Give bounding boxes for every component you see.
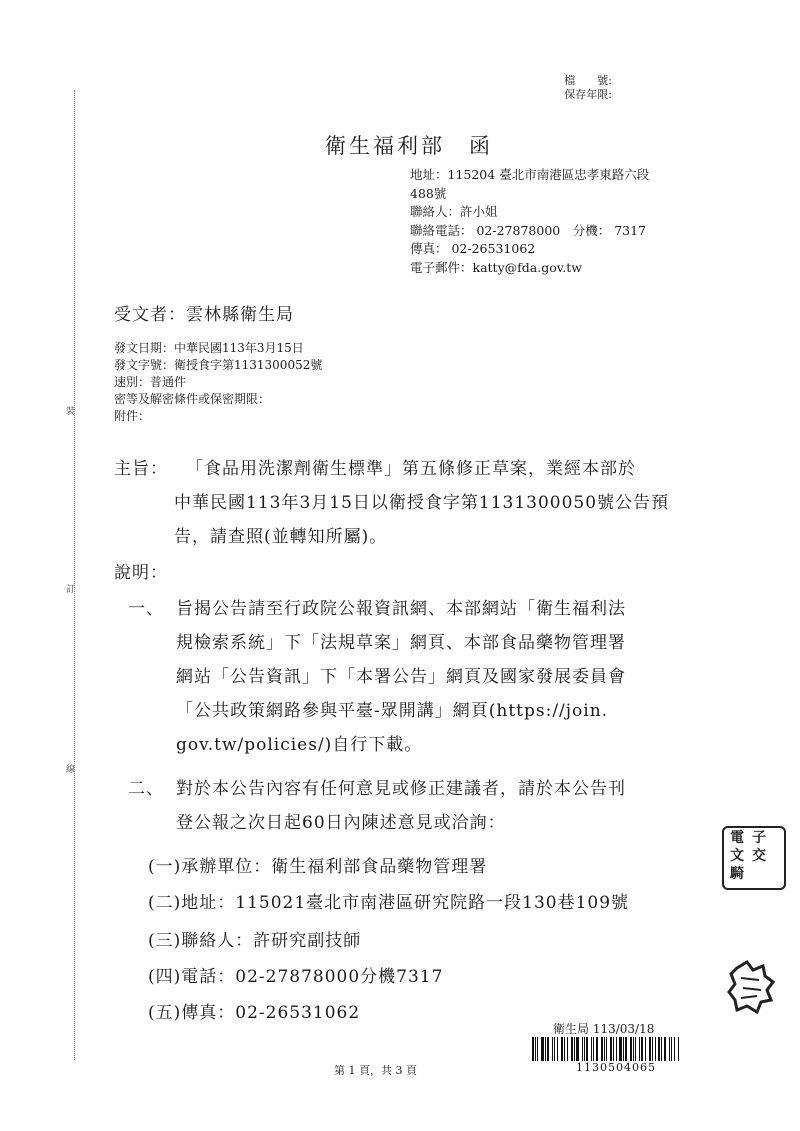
barcode-bar xyxy=(584,1037,585,1061)
subitem-contact: (三)聯絡人：許研究副技師 xyxy=(148,931,362,951)
seal-char-1: 電 xyxy=(730,830,744,846)
barcode-bar xyxy=(535,1037,536,1061)
barcode-bar xyxy=(571,1037,573,1061)
electronic-seal xyxy=(722,826,786,890)
page-number: 第 1 頁，共 3 頁 xyxy=(334,1064,417,1077)
archive-info xyxy=(564,74,612,102)
receipt-mark-icon xyxy=(727,960,775,1016)
subitem-address: (二)地址：115021臺北市南港區研究院路一段130巷109號 xyxy=(148,893,630,913)
item-number: 一、 xyxy=(128,599,164,619)
barcode-bar xyxy=(564,1037,565,1061)
barcode-bar xyxy=(541,1037,543,1061)
barcode-bar xyxy=(547,1037,549,1061)
binding-line xyxy=(74,90,75,1060)
binding-mark-xian: 線 xyxy=(66,765,76,775)
barcode-bar xyxy=(604,1037,605,1061)
recipient: 受文者：雲林縣衛生局 xyxy=(114,305,294,325)
barcode-bar xyxy=(641,1037,643,1061)
subject-label: 主旨： xyxy=(114,459,168,479)
barcode-bar xyxy=(616,1037,617,1061)
barcode-bar xyxy=(554,1037,555,1061)
binding-mark-ding: 訂 xyxy=(66,585,76,595)
barcode-bar xyxy=(674,1037,676,1061)
barcode-bar xyxy=(661,1037,662,1061)
barcode-bar xyxy=(655,1037,656,1061)
seal-char-5: 交 xyxy=(752,848,766,864)
barcode-bar xyxy=(561,1037,563,1061)
item-2-line-2: 登公報之次日起60日內陳述意見或洽詢： xyxy=(176,813,506,833)
item-1-line-1: 旨揭公告請至行政院公報資訊網、本部網站「衛生福利法 xyxy=(176,599,626,619)
barcode-bar xyxy=(567,1037,568,1061)
barcode-bar xyxy=(652,1037,653,1061)
barcode-number: 1130504065 xyxy=(576,1061,656,1074)
barcode-bar xyxy=(664,1037,666,1061)
binding-mark-zhuang: 裝 xyxy=(66,407,76,417)
document-meta xyxy=(114,340,322,425)
contact-block xyxy=(410,166,649,277)
subitem-fax: (五)傳真：02-26531062 xyxy=(148,1003,361,1023)
item-number: 二、 xyxy=(128,779,164,799)
speed-category: 速別：普通件 xyxy=(114,375,187,389)
barcode-bar xyxy=(591,1037,592,1061)
barcode-bar xyxy=(557,1037,559,1061)
contact-phone: 聯絡電話： 02-27878000 分機： 7317 xyxy=(410,222,647,238)
barcode-bar xyxy=(574,1037,575,1061)
barcode-bar xyxy=(645,1037,646,1061)
document-title: 衛生福利部 函 xyxy=(325,134,493,158)
barcode-bar xyxy=(610,1037,612,1061)
file-number-label: 檔 號: xyxy=(564,74,612,87)
barcode-bar xyxy=(669,1037,670,1061)
barcode-bar xyxy=(545,1037,546,1061)
contact-fax: 傳真： 02-26531062 xyxy=(410,241,536,256)
subject-line-1: 「食品用洗潔劑衛生標準」第五條修正草案，業經本部於 xyxy=(186,459,636,479)
barcode-bar xyxy=(537,1037,538,1061)
barcode-bar xyxy=(639,1037,640,1061)
secrecy-level: 密等及解密條件或保密期限： xyxy=(114,392,271,406)
barcode-bar xyxy=(671,1037,672,1061)
barcode-bar xyxy=(576,1037,578,1061)
barcode-icon xyxy=(532,1037,680,1061)
barcode-bar xyxy=(593,1037,594,1061)
barcode-bar xyxy=(532,1037,534,1061)
address-line-2: 488號 xyxy=(410,185,447,201)
address-line-1: 地址：115204 臺北市南港區忠孝東路六段 xyxy=(410,167,650,182)
barcode-bar xyxy=(678,1037,679,1061)
barcode-bar xyxy=(619,1037,621,1061)
contact-email: 電子郵件：katty@fda.gov.tw xyxy=(410,259,582,275)
item-1-line-3: 網站「公告資訊」下「本署公告」網頁及國家發展委員會 xyxy=(176,667,626,687)
barcode-bar xyxy=(601,1037,603,1061)
barcode-bar xyxy=(606,1037,607,1061)
barcode-bar xyxy=(582,1037,583,1061)
item-2-line-1: 對於本公告內容有任何意見或修正建議者，請於本公告刊 xyxy=(176,779,626,799)
barcode-bar xyxy=(625,1037,627,1061)
barcode-bar xyxy=(649,1037,651,1061)
subject-line-2: 中華民國113年3月15日以衛授食字第1131300050號公告預 xyxy=(174,493,670,513)
barcode-bar xyxy=(635,1037,636,1061)
subject-section xyxy=(114,452,714,554)
subitem-phone: (四)電話：02-27878000分機7317 xyxy=(148,967,444,987)
seal-char-4: 騎 xyxy=(730,866,744,882)
contact-person: 聯絡人：許小姐 xyxy=(410,204,498,219)
item-1-line-4: 「公共政策網路參與平臺-眾開講」網頁(https://join. xyxy=(176,701,609,721)
item-1-line-2: 規檢索系統」下「法規草案」網頁、本部食品藥物管理署 xyxy=(176,633,626,653)
receipt-stamp: 衛生局 113/03/18 xyxy=(553,1022,655,1036)
seal-char-3: 文 xyxy=(730,848,744,864)
barcode-bar xyxy=(623,1037,624,1061)
barcode-bar xyxy=(633,1037,634,1061)
item-1-line-5: gov.tw/policies/)自行下載。 xyxy=(176,735,423,755)
barcode-bar xyxy=(630,1037,632,1061)
retention-label: 保存年限: xyxy=(564,88,612,101)
attachment: 附件： xyxy=(114,409,151,423)
barcode-bar xyxy=(596,1037,598,1061)
subitem-handling-unit: (一)承辦單位：衛生福利部食品藥物管理署 xyxy=(148,857,488,877)
barcode-bar xyxy=(613,1037,614,1061)
description-label: 說明： xyxy=(114,563,168,583)
subject-line-3: 告，請查照(並轉知所屬)。 xyxy=(174,527,388,547)
issue-date: 發文日期：中華民國113年3月15日 xyxy=(114,341,304,355)
barcode-bar xyxy=(658,1037,660,1061)
document-number: 發文字號：衛授食字第1131300052號 xyxy=(114,358,323,372)
barcode-bar xyxy=(552,1037,553,1061)
seal-char-2: 子 xyxy=(752,830,766,846)
barcode-bar xyxy=(586,1037,588,1061)
